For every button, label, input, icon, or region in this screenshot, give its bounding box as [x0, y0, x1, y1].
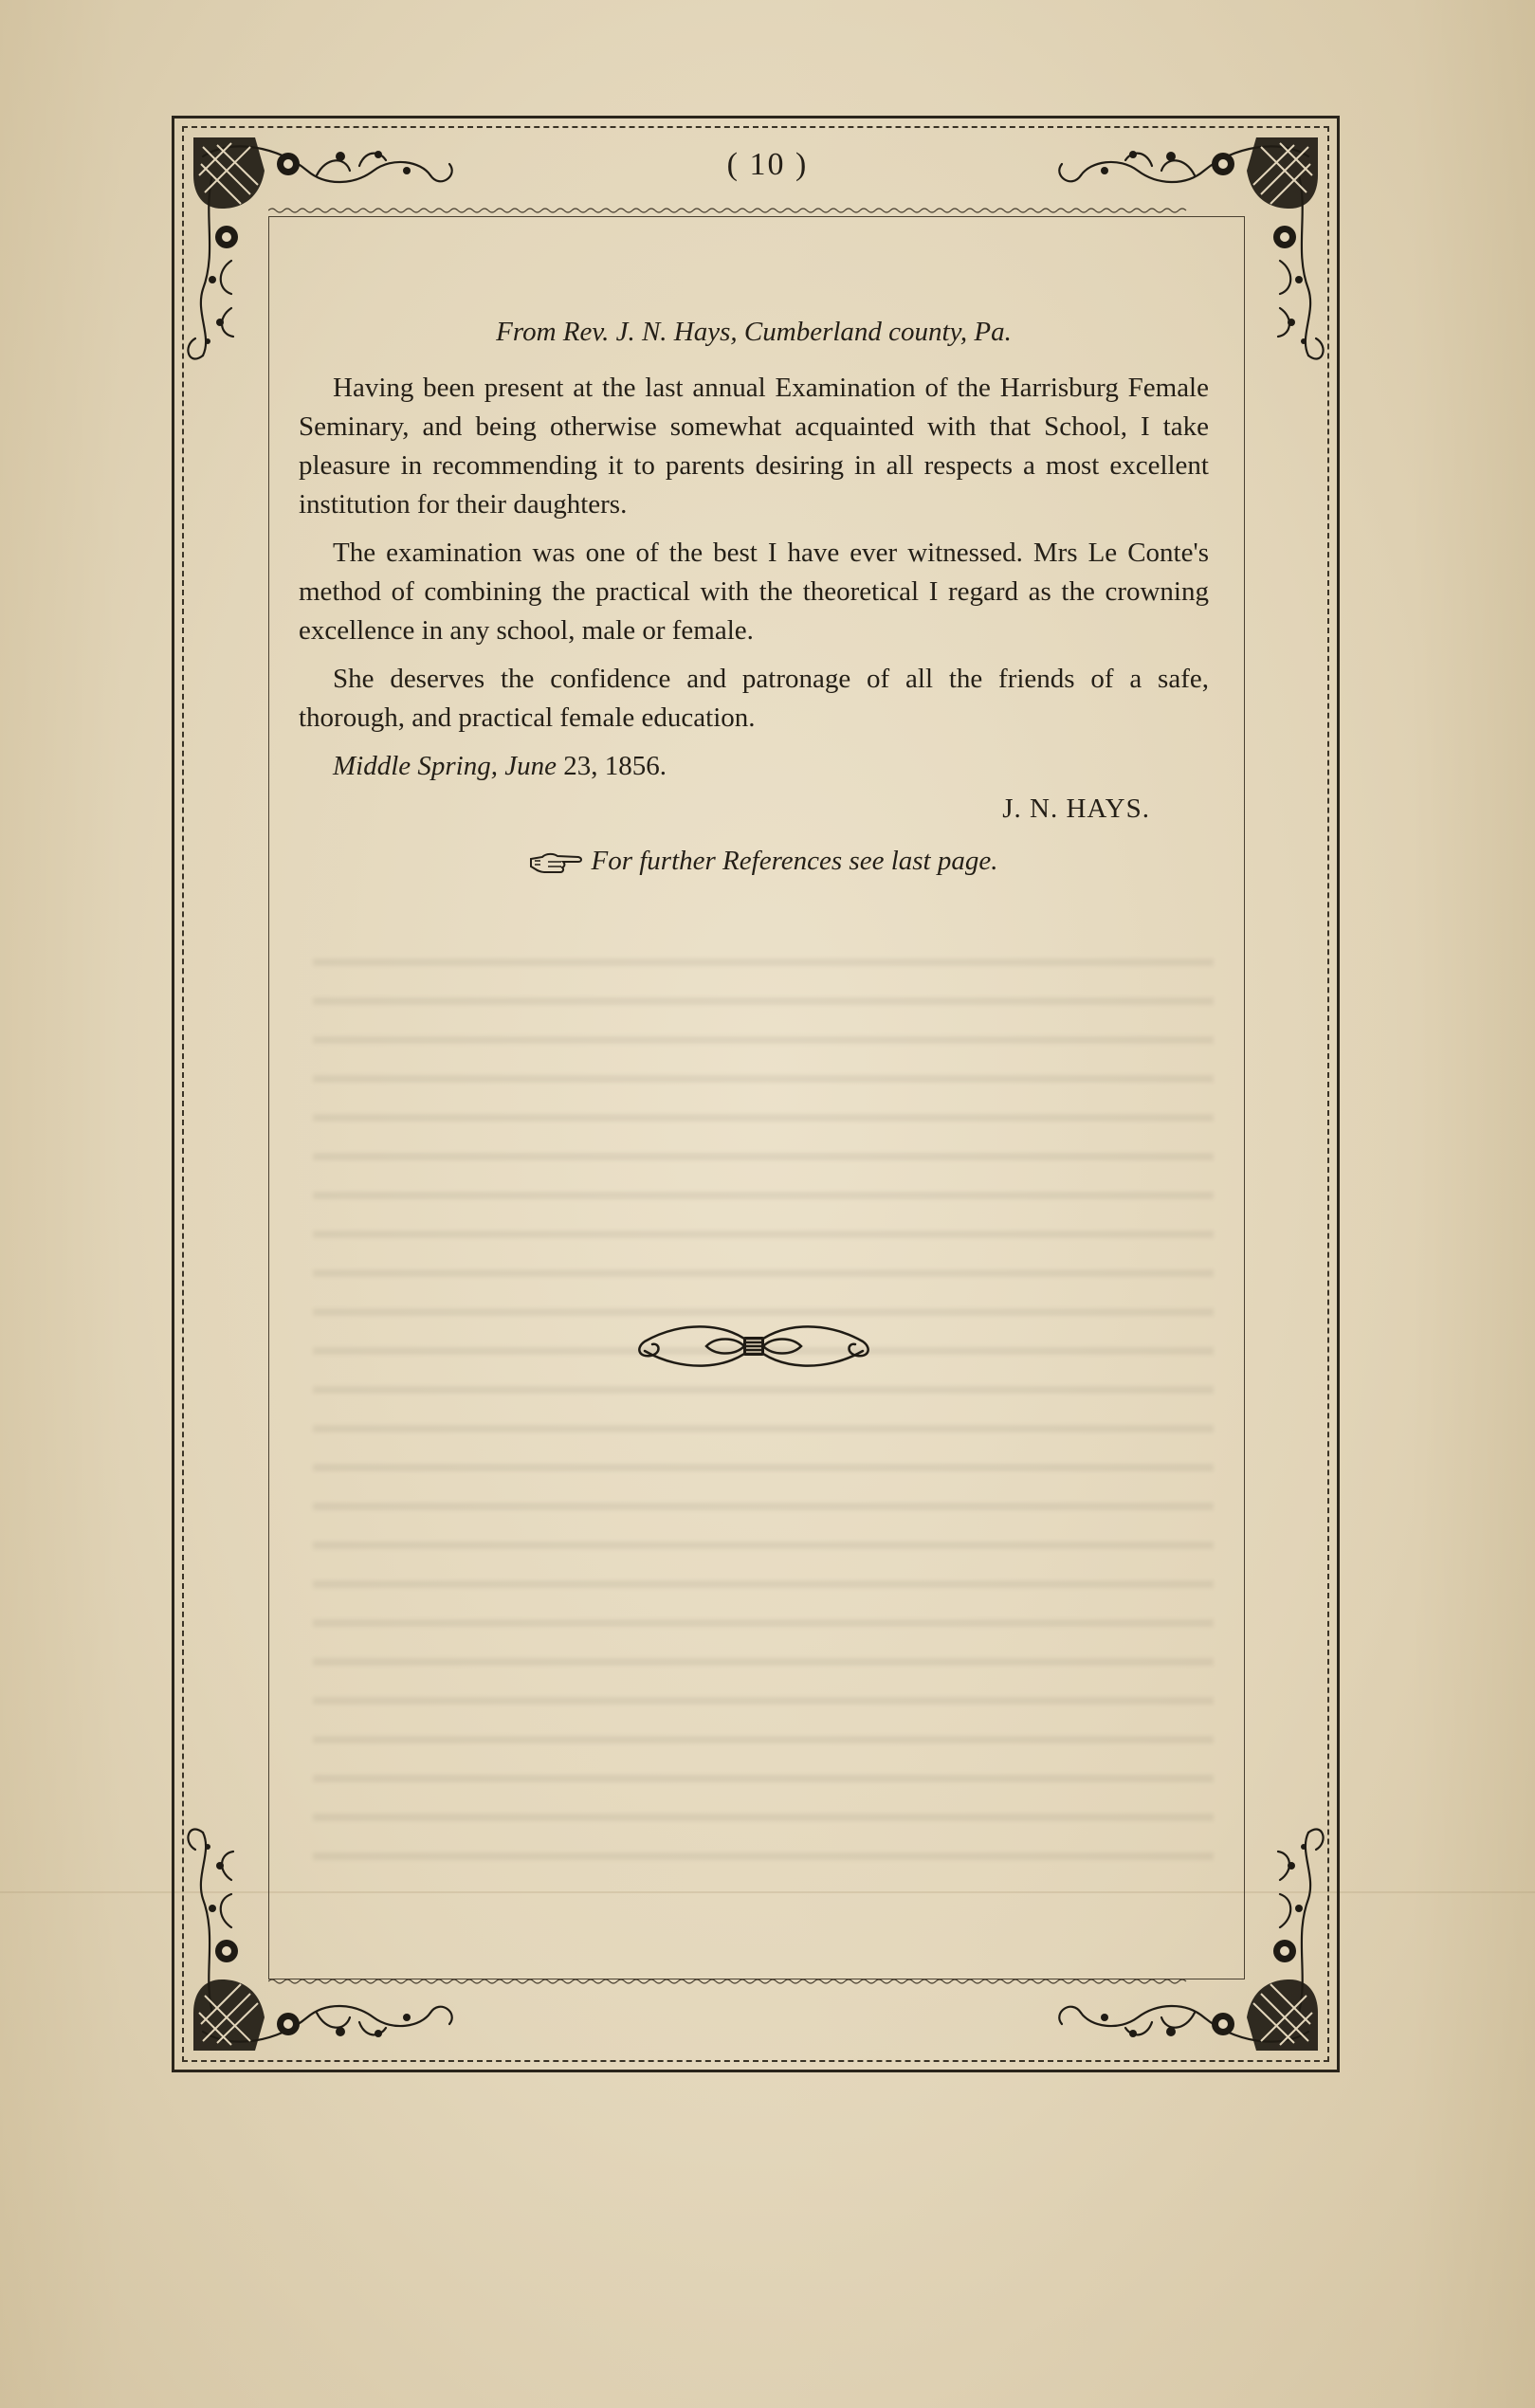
- further-references-text: For further References see last page.: [591, 846, 998, 876]
- letter-paragraph: Having been present at the last annual Examination of the Harrisburg Female Seminary, and being otherwise somewhat acquainted with that School, I take pleasure in recommending it to parents desiring in all respects a most excellent institution for their daughters.: [299, 373, 1209, 520]
- letter-paragraph: The examination was one of the best I have ever witnessed. Mrs Le Conte's method of combining the practical with the theoretical I regard as the crowning excellence in any school, male or female.: [299, 538, 1209, 646]
- letter-heading: From Rev. J. N. Hays, Cumberland county, Pa.: [496, 317, 1012, 347]
- page-number: ( 10 ): [726, 147, 809, 182]
- corner-ornament-bottom-left: [174, 1814, 487, 2070]
- further-references-note: [299, 842, 1209, 881]
- pointing-hand-icon: [529, 849, 582, 876]
- letter-body: [299, 313, 1209, 881]
- flourish-divider-ornament: [626, 1308, 882, 1384]
- letter-paragraph: She deserves the confidence and patronage of all the friends of a safe, thorough, and practical female education.: [299, 664, 1209, 733]
- corner-ornament-bottom-right: [1024, 1814, 1337, 2070]
- dateline-place: Middle Spring, June: [333, 751, 557, 781]
- signature: J. N. HAYS.: [1002, 794, 1150, 824]
- dateline-date: 23, 1856.: [556, 751, 667, 781]
- dateline: [333, 747, 1209, 786]
